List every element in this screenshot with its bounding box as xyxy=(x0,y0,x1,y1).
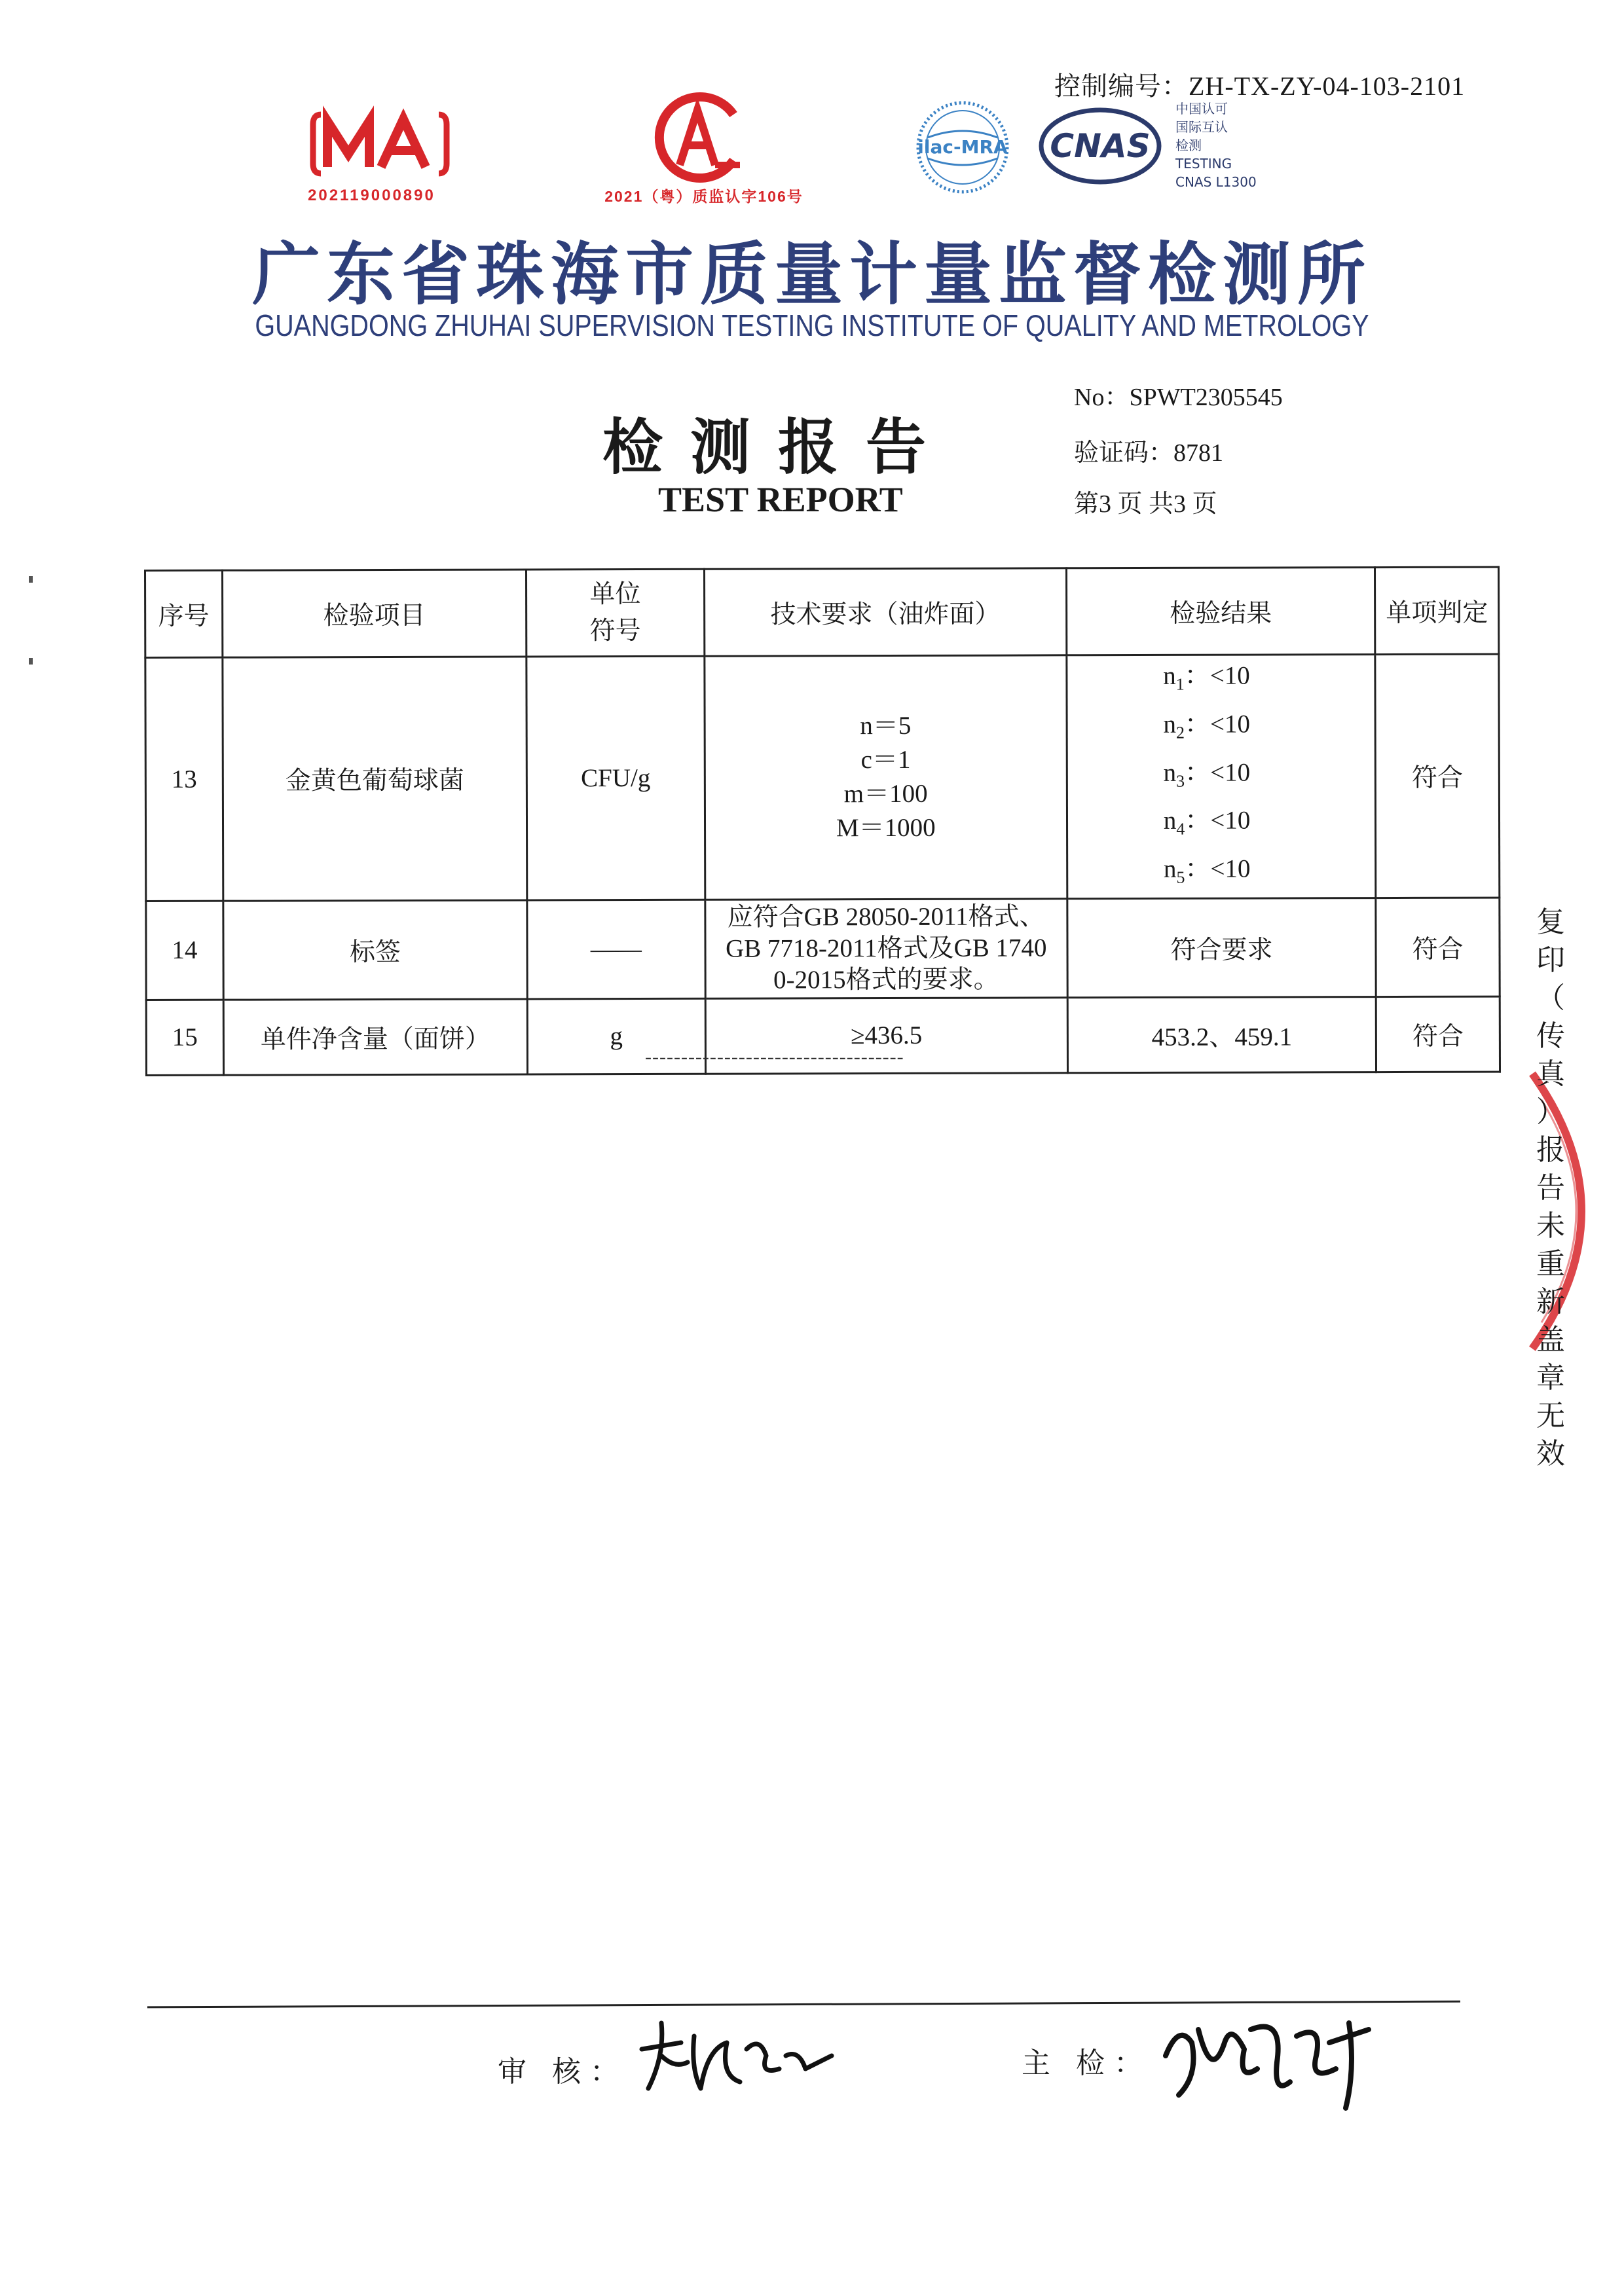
row-judgment: 符合 xyxy=(1376,898,1500,996)
row-requirement: n＝5 c＝1 m＝100 M＝1000 xyxy=(705,655,1067,900)
cma-logo-icon xyxy=(308,105,452,183)
inspector-signature-icon xyxy=(1153,2003,1375,2115)
row-unit: CFU/g xyxy=(526,656,705,900)
row-result: 符合要求 xyxy=(1067,898,1376,998)
cnas-accreditation-text: 中国认可 国际互认 检测 TESTING CNAS L1300 xyxy=(1175,101,1257,190)
table-row xyxy=(145,654,1500,901)
row-unit: —— xyxy=(527,900,705,999)
table-end-marker: ------------------------------------ xyxy=(645,1046,904,1068)
row-item: 金黄色葡萄球菌 xyxy=(223,657,527,901)
row-judgment: 符合 xyxy=(1375,654,1500,898)
header-result: 检验结果 xyxy=(1066,568,1375,655)
cma-number: 202119000890 xyxy=(308,187,435,204)
row-requirement: ≥436.5 xyxy=(705,998,1067,1074)
results-table xyxy=(144,566,1501,1076)
copy-validity-note: 复 印 （ 传 真 ） 报 告 未 重 新 盖 章 无 效 xyxy=(1536,905,1565,1470)
institute-name-en: GUANGDONG ZHUHAI SUPERVISION TESTING INSTITUTE OF QUALITY AND METROLOGY xyxy=(255,308,1369,342)
cal-logo-icon xyxy=(642,92,753,183)
verification-code: 验证码：8781 xyxy=(1074,439,1224,467)
row-result: 453.2、459.1 xyxy=(1067,997,1376,1073)
row-judgment: 符合 xyxy=(1376,996,1500,1072)
row-item: 标签 xyxy=(223,900,528,1000)
scan-speck xyxy=(29,576,33,583)
row-requirement: 应符合GB 28050-2011格式、 GB 7718-2011格式及GB 1740 0-2015格式的要求。 xyxy=(705,899,1067,998)
row-seq: 13 xyxy=(145,657,223,901)
svg-text:CNAS: CNAS xyxy=(1050,127,1151,165)
control-number: 控制编号：ZH-TX-ZY-04-103-2101 xyxy=(1054,71,1466,101)
header-seq: 序号 xyxy=(145,570,223,657)
cnas-logo-icon xyxy=(1035,103,1166,189)
report-title-en: TEST REPORT xyxy=(658,480,903,519)
row-seq: 15 xyxy=(146,1000,223,1075)
row-result: $n_1$：<10 $n_2$：<10 $n_3$：<10 $n_4$：<10 $n_5$：<10 xyxy=(1067,655,1376,899)
table-row xyxy=(146,898,1500,1000)
ilac-mra-logo-icon xyxy=(913,98,1012,196)
header-judgment: 单项判定 xyxy=(1375,567,1499,654)
scan-speck xyxy=(29,658,33,665)
reviewer-signature-icon xyxy=(629,2010,838,2102)
row-seq: 14 xyxy=(146,901,223,1000)
inspector-label: 主 检： xyxy=(1022,2047,1152,2079)
row-item: 单件净含量（面饼） xyxy=(223,999,527,1075)
header-item: 检验项目 xyxy=(222,570,526,657)
svg-text:ilac-MRA: ilac-MRA xyxy=(917,136,1008,158)
report-number: No：SPWT2305545 xyxy=(1074,384,1283,411)
cal-number: 2021（粤）质监认字106号 xyxy=(604,188,803,205)
header-requirement: 技术要求（油炸面） xyxy=(704,568,1066,656)
report-title-cn: 检测报告 xyxy=(602,412,954,483)
reviewer-label: 审 核： xyxy=(498,2056,628,2088)
header-unit: 单位 符号 xyxy=(526,569,705,657)
table-header-row xyxy=(145,567,1499,657)
row-unit: g xyxy=(527,998,705,1074)
page-indicator: 第3 页 共3 页 xyxy=(1074,490,1217,518)
institute-name-cn: 广东省珠海市质量计量监督检测所 xyxy=(251,234,1372,314)
